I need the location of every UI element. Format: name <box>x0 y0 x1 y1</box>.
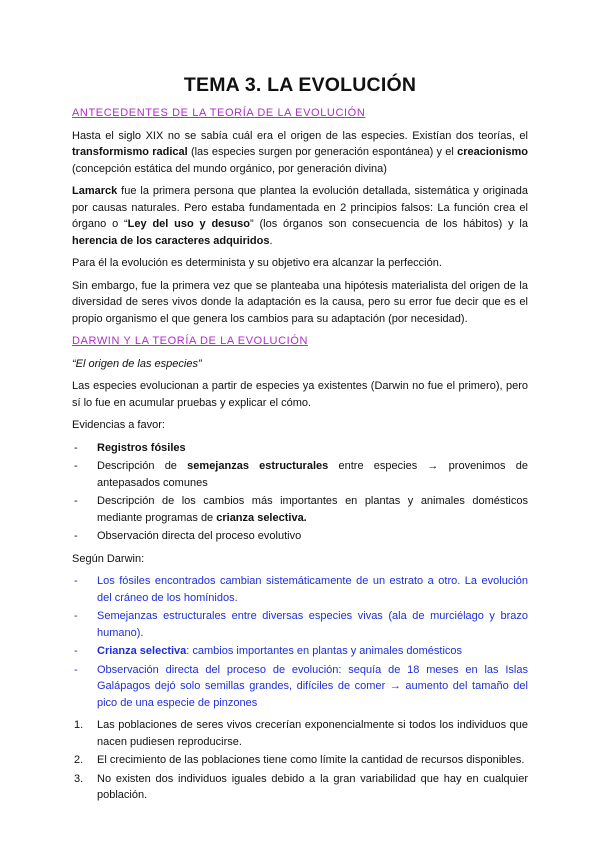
book-title-quote: “El origen de las especies” <box>72 357 202 370</box>
evidence-registros-fosiles: Registros fósiles <box>97 441 186 454</box>
text-run: No existen dos individuos iguales debido a la gran variabilidad que hay en cualquier población. <box>97 772 528 801</box>
list-marker: - <box>74 441 78 454</box>
text-run: Las poblaciones de seres vivos crecerían exponencialmente si todos los individuos que nacen pudiesen reproducirse. <box>97 719 528 748</box>
list-item <box>72 458 528 491</box>
section-heading-antecedentes: ANTECEDENTES DE LA TEORÍA DE LA EVOLUCIÓN <box>72 107 366 119</box>
paragraph-sin-embargo: Sin embargo, fue la primera vez que se planteaba una hipótesis materialista del origen de la diversidad de seres vivos donde la adaptación es la causa, pero su error fue decir que es el propio organismo el que genera los cambios para su adaptación (por necesidad). <box>72 279 528 325</box>
paragraph-especies: Las especies evolucionan a partir de especies ya existentes (Darwin no fue el primero), pero sí lo fue en acumular pruebas y explicar el cómo. <box>72 380 528 409</box>
list-item <box>72 493 528 526</box>
text-run: (las especies surgen por generación espontánea) y el <box>187 146 458 158</box>
text-run: . <box>269 234 273 247</box>
list-number: 1. <box>74 719 84 731</box>
text-run: fue la primera persona que plantea la evolución detallada, sistemática y originada por causas naturales. Pero estaba fundamentada en 2 principios falsos: La función crea el órgano o “ <box>72 185 528 230</box>
term-crianza-selectiva: Crianza selectiva <box>97 645 187 657</box>
text-run: Observación directa del proceso evolutivo <box>97 530 302 542</box>
list-item <box>72 771 528 804</box>
list-item <box>72 662 528 712</box>
darwin-list <box>72 573 528 711</box>
text-run: ” (los órganos son consecuencia de los hábitos) y la <box>249 218 528 230</box>
text-run: Semejanzas estructurales entre diversas especies vivas (ala de murciélago y brazo humano). <box>97 610 528 639</box>
text-run: Hasta el siglo XIX no se sabía cuál era el origen de las especies. Existían dos teorías, el <box>72 129 528 142</box>
list-marker: - <box>74 460 78 472</box>
list-item <box>72 643 528 660</box>
text-run: Descripción de los cambios más importantes en plantas y animales domésticos mediante programas de <box>97 495 528 524</box>
term-crianza-selectiva: crianza selectiva. <box>216 511 307 524</box>
list-number: 2. <box>74 754 84 766</box>
text-run: entre especies → provenimos de antepasados comunes <box>97 460 528 489</box>
page-title: TEMA 3. LA EVOLUCIÓN <box>183 74 417 96</box>
section-heading-darwin: DARWIN Y LA TEORÍA DE LA EVOLUCIÓN <box>72 335 308 347</box>
list-item <box>72 752 528 769</box>
numbered-list <box>72 717 528 804</box>
term-ley-uso-desuso: Ley del uso y desuso <box>127 218 250 230</box>
paragraph-teorias <box>72 128 528 178</box>
document-body <box>72 105 528 810</box>
paragraph-determinista: Para él la evolución es determinista y su objetivo era alcanzar la perfección. <box>72 257 442 269</box>
term-creacionismo: creacionismo <box>457 146 528 158</box>
list-marker: - <box>74 575 78 587</box>
term-herencia-caracteres: herencia de los caracteres adquiridos <box>72 234 270 247</box>
list-marker: - <box>74 530 78 542</box>
text-run: : cambios importantes en plantas y animales domésticos <box>186 645 463 657</box>
text-run: Descripción de <box>97 460 188 472</box>
darwin-intro: Según Darwin: <box>72 552 145 565</box>
list-marker: - <box>74 663 78 676</box>
term-semejanzas: semejanzas estructurales <box>187 460 329 472</box>
text-run: (concepción estática del mundo orgánico, por generación divina) <box>72 162 387 175</box>
list-item <box>72 528 528 545</box>
paragraph-lamarck <box>72 183 528 249</box>
list-item <box>72 717 528 750</box>
evidence-intro: Evidencias a favor: <box>72 419 165 431</box>
term-transformismo: transformismo radical <box>72 146 188 158</box>
list-item <box>72 573 528 606</box>
evidence-list <box>72 440 528 545</box>
list-marker: - <box>74 645 78 657</box>
text-run: El crecimiento de las poblaciones tiene como límite la cantidad de recursos disponibles. <box>97 754 525 766</box>
list-item <box>72 440 528 457</box>
list-marker: - <box>74 495 78 507</box>
list-number: 3. <box>74 772 84 785</box>
text-run: Los fósiles encontrados cambian sistemáticamente de un estrato a otro. La evolución del cráneo de los homínidos. <box>97 575 528 604</box>
list-item <box>72 608 528 641</box>
text-run: Observación directa del proceso de evolución: sequía de 18 meses en las Islas Galápagos dejó solo semillas grandes, difíciles de comer → aumento del tamaño del pico de una especie de pinzones <box>97 663 528 709</box>
list-marker: - <box>74 610 78 622</box>
term-lamarck: Lamarck <box>72 185 118 197</box>
